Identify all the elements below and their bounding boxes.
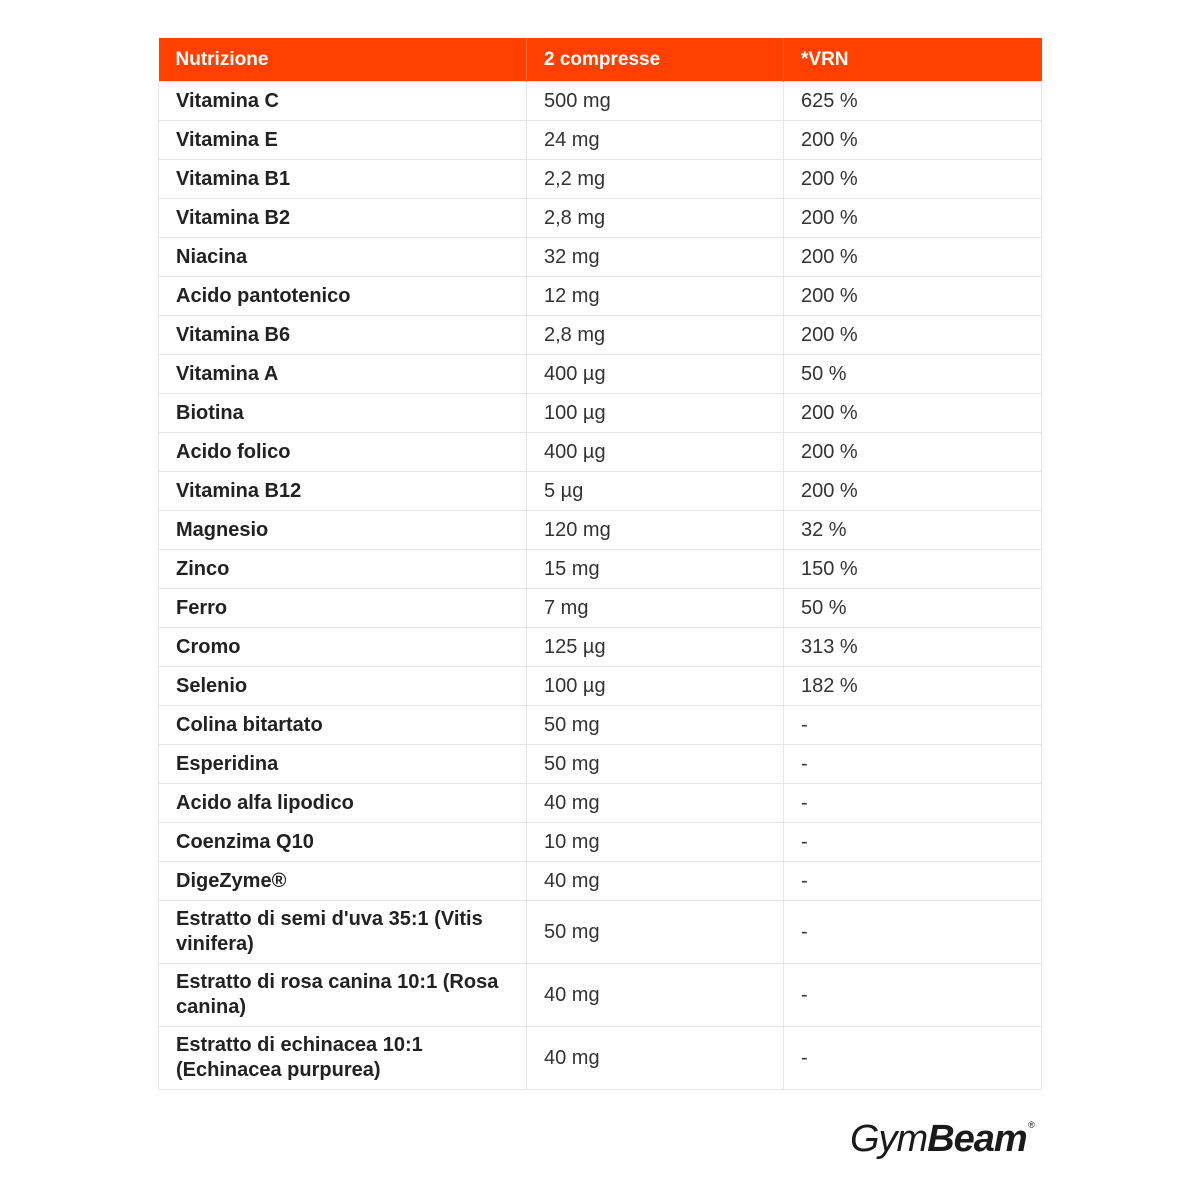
nutrient-name-cell: Coenzima Q10 (159, 823, 527, 862)
nutrient-name-cell: Vitamina A (159, 355, 527, 394)
vrn-cell: 200 % (784, 472, 1042, 511)
vrn-cell: 182 % (784, 667, 1042, 706)
amount-cell: 500 mg (527, 82, 784, 121)
table-row (159, 550, 1042, 589)
amount-cell: 2,8 mg (527, 316, 784, 355)
table-row (159, 160, 1042, 199)
vrn-cell: - (784, 901, 1042, 964)
table-row (159, 277, 1042, 316)
nutrient-name-cell: Vitamina B2 (159, 199, 527, 238)
table-row (159, 433, 1042, 472)
table-body (159, 82, 1042, 1090)
nutrient-name-cell: Vitamina B1 (159, 160, 527, 199)
header-amount: 2 compresse (527, 38, 784, 82)
table-row (159, 862, 1042, 901)
vrn-cell: 313 % (784, 628, 1042, 667)
amount-cell: 400 µg (527, 355, 784, 394)
nutrient-name-cell: Colina bitartato (159, 706, 527, 745)
nutrition-table-container (158, 38, 1041, 1090)
table-row (159, 238, 1042, 277)
nutrient-name-cell: Acido folico (159, 433, 527, 472)
vrn-cell: 200 % (784, 433, 1042, 472)
vrn-cell: - (784, 823, 1042, 862)
amount-cell: 5 µg (527, 472, 784, 511)
vrn-cell: - (784, 862, 1042, 901)
amount-cell: 12 mg (527, 277, 784, 316)
vrn-cell: 200 % (784, 238, 1042, 277)
nutrient-name-cell: Cromo (159, 628, 527, 667)
nutrient-name-cell: Acido pantotenico (159, 277, 527, 316)
amount-cell: 32 mg (527, 238, 784, 277)
nutrient-name-cell: Vitamina B6 (159, 316, 527, 355)
nutrient-name-cell: Estratto di rosa canina 10:1 (Rosa canina) (159, 964, 527, 1027)
nutrient-name-cell: Acido alfa lipodico (159, 784, 527, 823)
vrn-cell: 50 % (784, 589, 1042, 628)
vrn-cell: 625 % (784, 82, 1042, 121)
amount-cell: 40 mg (527, 1027, 784, 1090)
vrn-cell: - (784, 784, 1042, 823)
header-vrn: *VRN (784, 38, 1042, 82)
nutrient-name-cell: Selenio (159, 667, 527, 706)
vrn-cell: 200 % (784, 121, 1042, 160)
table-row (159, 316, 1042, 355)
vrn-cell: 200 % (784, 277, 1042, 316)
vrn-cell: 200 % (784, 316, 1042, 355)
table-row (159, 628, 1042, 667)
table-row (159, 121, 1042, 160)
table-row (159, 706, 1042, 745)
amount-cell: 2,8 mg (527, 199, 784, 238)
table-row (159, 82, 1042, 121)
vrn-cell: 200 % (784, 394, 1042, 433)
table-row (159, 745, 1042, 784)
vrn-cell: 32 % (784, 511, 1042, 550)
amount-cell: 7 mg (527, 589, 784, 628)
amount-cell: 400 µg (527, 433, 784, 472)
vrn-cell: 200 % (784, 199, 1042, 238)
amount-cell: 100 µg (527, 667, 784, 706)
table-row (159, 394, 1042, 433)
nutrient-name-cell: Ferro (159, 589, 527, 628)
amount-cell: 50 mg (527, 745, 784, 784)
vrn-cell: - (784, 964, 1042, 1027)
table-row (159, 355, 1042, 394)
logo-part-gym: Gym (850, 1118, 928, 1160)
vrn-cell: - (784, 706, 1042, 745)
amount-cell: 50 mg (527, 901, 784, 964)
amount-cell: 40 mg (527, 862, 784, 901)
table-row (159, 199, 1042, 238)
vrn-cell: 200 % (784, 160, 1042, 199)
table-row (159, 823, 1042, 862)
amount-cell: 15 mg (527, 550, 784, 589)
table-row (159, 472, 1042, 511)
nutrient-name-cell: Vitamina C (159, 82, 527, 121)
vrn-cell: 150 % (784, 550, 1042, 589)
table-header (159, 38, 1042, 82)
logo-registered-mark: ® (1028, 1120, 1035, 1130)
table-row (159, 964, 1042, 1027)
nutrient-name-cell: Biotina (159, 394, 527, 433)
amount-cell: 50 mg (527, 706, 784, 745)
nutrient-name-cell: Zinco (159, 550, 527, 589)
amount-cell: 24 mg (527, 121, 784, 160)
table-row (159, 589, 1042, 628)
nutrient-name-cell: Estratto di echinacea 10:1 (Echinacea purpurea) (159, 1027, 527, 1090)
nutrient-name-cell: Esperidina (159, 745, 527, 784)
nutrient-name-cell: Vitamina B12 (159, 472, 527, 511)
gymbeam-logo (850, 1118, 1035, 1161)
vrn-cell: - (784, 745, 1042, 784)
nutrient-name-cell: Magnesio (159, 511, 527, 550)
table-row (159, 511, 1042, 550)
amount-cell: 40 mg (527, 784, 784, 823)
table-row (159, 1027, 1042, 1090)
amount-cell: 125 µg (527, 628, 784, 667)
logo-part-beam: Beam (927, 1118, 1027, 1160)
table-row (159, 667, 1042, 706)
amount-cell: 100 µg (527, 394, 784, 433)
nutrient-name-cell: Niacina (159, 238, 527, 277)
header-nutrient: Nutrizione (159, 38, 527, 82)
table-row (159, 901, 1042, 964)
header-row (159, 38, 1042, 82)
amount-cell: 120 mg (527, 511, 784, 550)
amount-cell: 40 mg (527, 964, 784, 1027)
nutrient-name-cell: DigeZyme® (159, 862, 527, 901)
vrn-cell: 50 % (784, 355, 1042, 394)
nutrient-name-cell: Vitamina E (159, 121, 527, 160)
amount-cell: 10 mg (527, 823, 784, 862)
vrn-cell: - (784, 1027, 1042, 1090)
table-row (159, 784, 1042, 823)
nutrition-table (158, 38, 1042, 1090)
amount-cell: 2,2 mg (527, 160, 784, 199)
nutrient-name-cell: Estratto di semi d'uva 35:1 (Vitis vinifera) (159, 901, 527, 964)
